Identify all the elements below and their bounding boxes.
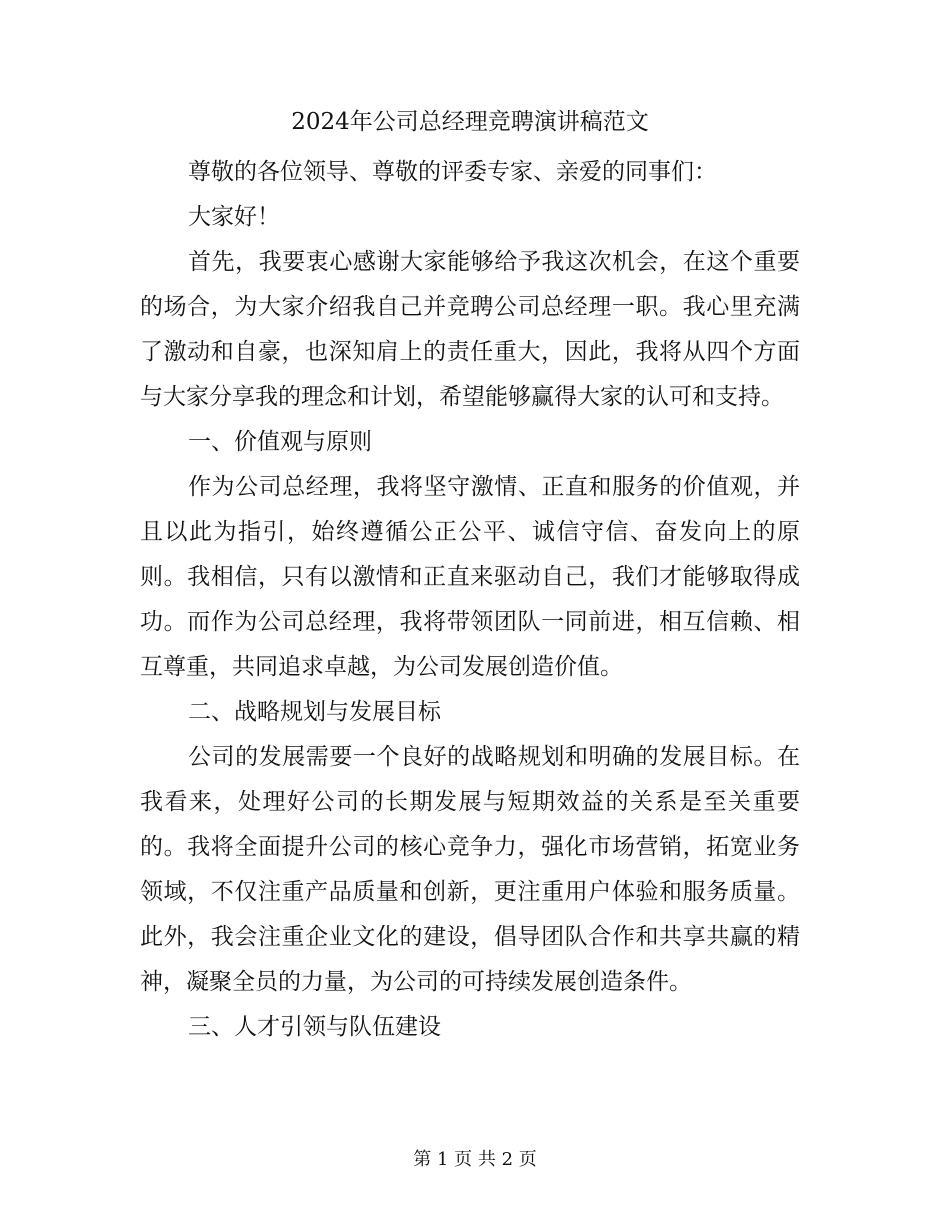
page-footer: 第 1 页 共 2 页 [413,1149,537,1170]
section-heading-talent: 三、人才引领与队伍建设 [188,1014,441,1040]
document-body [140,102,800,1050]
greeting: 大家好！ [188,204,280,230]
section-heading-strategy: 二、战略规划与发展目标 [188,699,441,725]
section-heading-values: 一、价值观与原则 [188,429,372,455]
salutation: 尊敬的各位领导、尊敬的评委专家、亲爱的同事们： [188,159,717,185]
strategy-paragraph: 公司的发展需要一个良好的战略规划和明确的发展目标。在我看来，处理好公司的长期发展与短期效益的关系是至关重要的。我将全面提升公司的核心竞争力，强化市场营销，拓宽业务领域，不仅注重产品质量和创新，更注重用户体验和服务质量。此外，我会注重企业文化的建设，倡导团队合作和共享共赢的精神，凝聚全员的力量，为公司的可持续发展创造条件。 [140,744,800,995]
intro-paragraph: 首先，我要衷心感谢大家能够给予我这次机会，在这个重要的场合，为大家介绍我自己并竞聘公司总经理一职。我心里充满了激动和自豪，也深知肩上的责任重大，因此，我将从四个方面与大家分享我的理念和计划，希望能够赢得大家的认可和支持。 [140,249,800,410]
document-title: 2024年公司总经理竞聘演讲稿范文 [291,109,649,135]
values-paragraph: 作为公司总经理，我将坚守激情、正直和服务的价值观，并且以此为指引，始终遵循公正公平、诚信守信、奋发向上的原则。我相信，只有以激情和正直来驱动自己，我们才能够取得成功。而作为公司总经理，我将带领团队一同前进，相互信赖、相互尊重，共同追求卓越，为公司发展创造价值。 [140,474,800,680]
